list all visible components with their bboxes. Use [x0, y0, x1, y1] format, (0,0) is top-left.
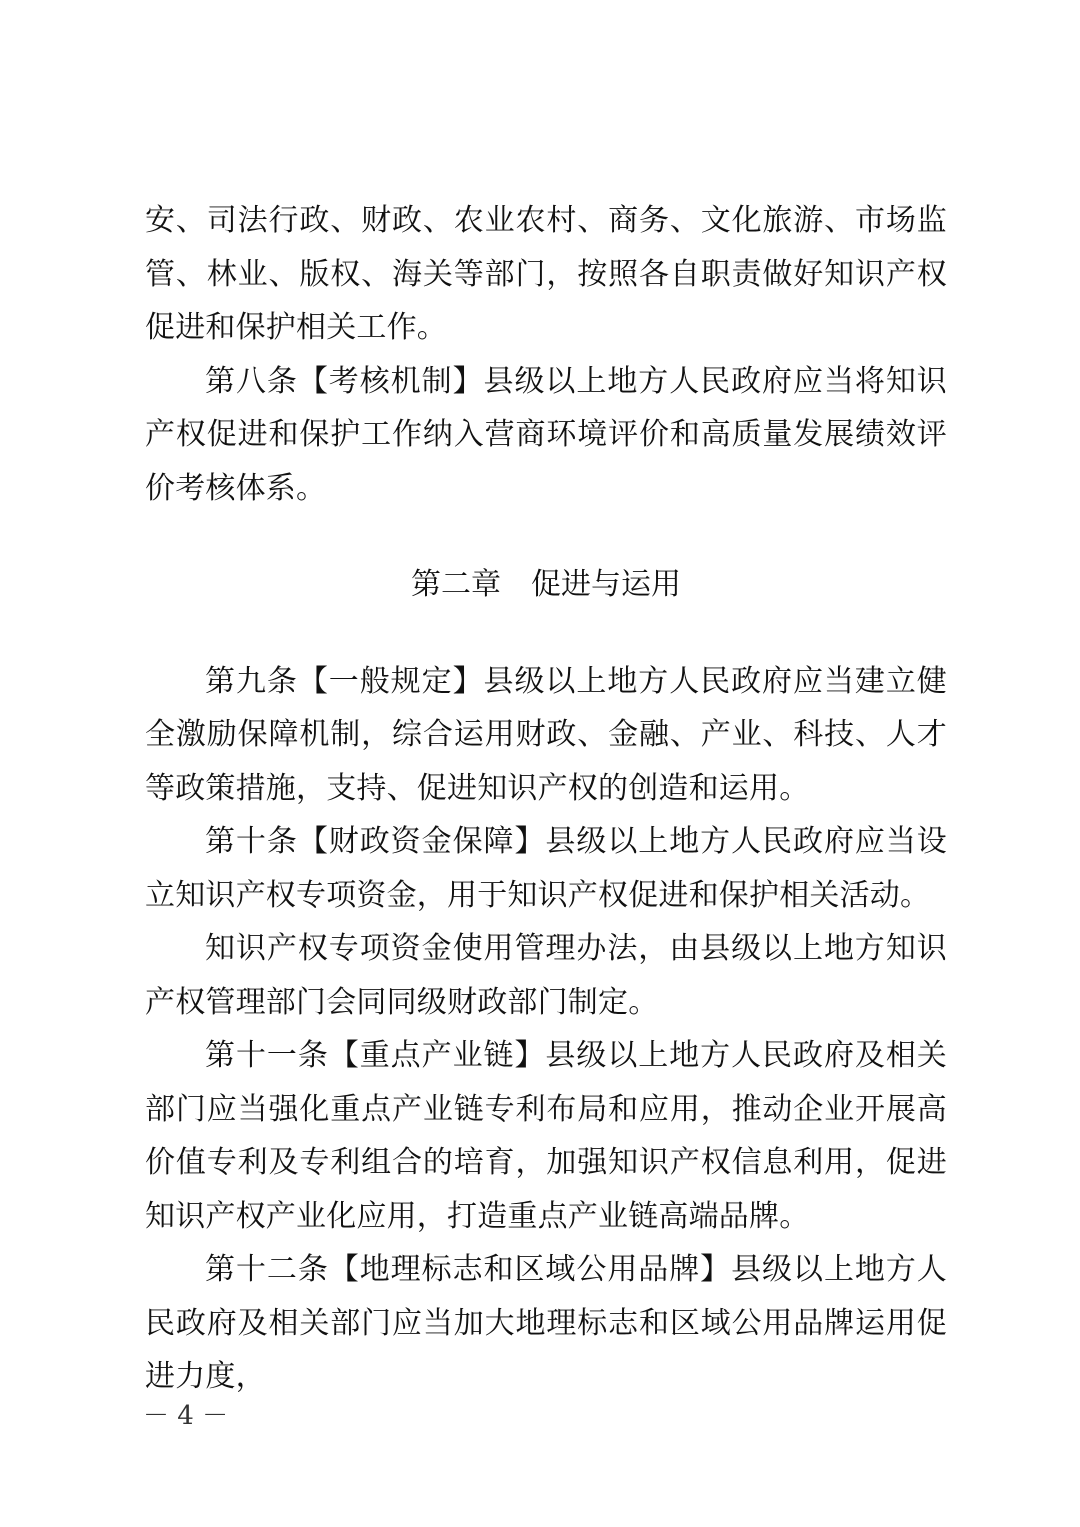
article-9: 第九条【一般规定】县级以上地方人民政府应当建立健全激励保障机制，综合运用财政、金融、产业、科技、人才等政策措施，支持、促进知识产权的创造和运用。 [145, 663, 947, 806]
chapter-title: 第二章 促进与运用 [411, 567, 681, 602]
article-10: 第十条【财政资金保障】县级以上地方人民政府应当设立知识产权专项资金，用于知识产权促进和保护相关活动。 [145, 824, 947, 913]
article-8: 第八条【考核机制】县级以上地方人民政府应当将知识产权促进和保护工作纳入营商环境评价和高质量发展绩效评价考核体系。 [145, 363, 947, 506]
article-10-paragraph-2: 知识产权专项资金使用管理办法，由县级以上地方知识产权管理部门会同同级财政部门制定。 [145, 931, 947, 1020]
article-12: 第十二条【地理标志和区域公用品牌】县级以上地方人民政府及相关部门应当加大地理标志和区域公用品牌运用促进力度， [145, 1252, 947, 1394]
article-11: 第十一条【重点产业链】县级以上地方人民政府及相关部门应当强化重点产业链专利布局和应用，推动企业开展高价值专利及专利组合的培育，加强知识产权信息利用，促进知识产权产业化应用，打造重点产业链高端品牌。 [145, 1038, 947, 1234]
page-number: － 4 － [143, 1401, 229, 1431]
document-body [145, 194, 947, 1404]
paragraph-continuation: 安、司法行政、财政、农业农村、商务、文化旅游、市场监管、林业、版权、海关等部门，按照各自职责做好知识产权促进和保护相关工作。 [145, 203, 947, 345]
